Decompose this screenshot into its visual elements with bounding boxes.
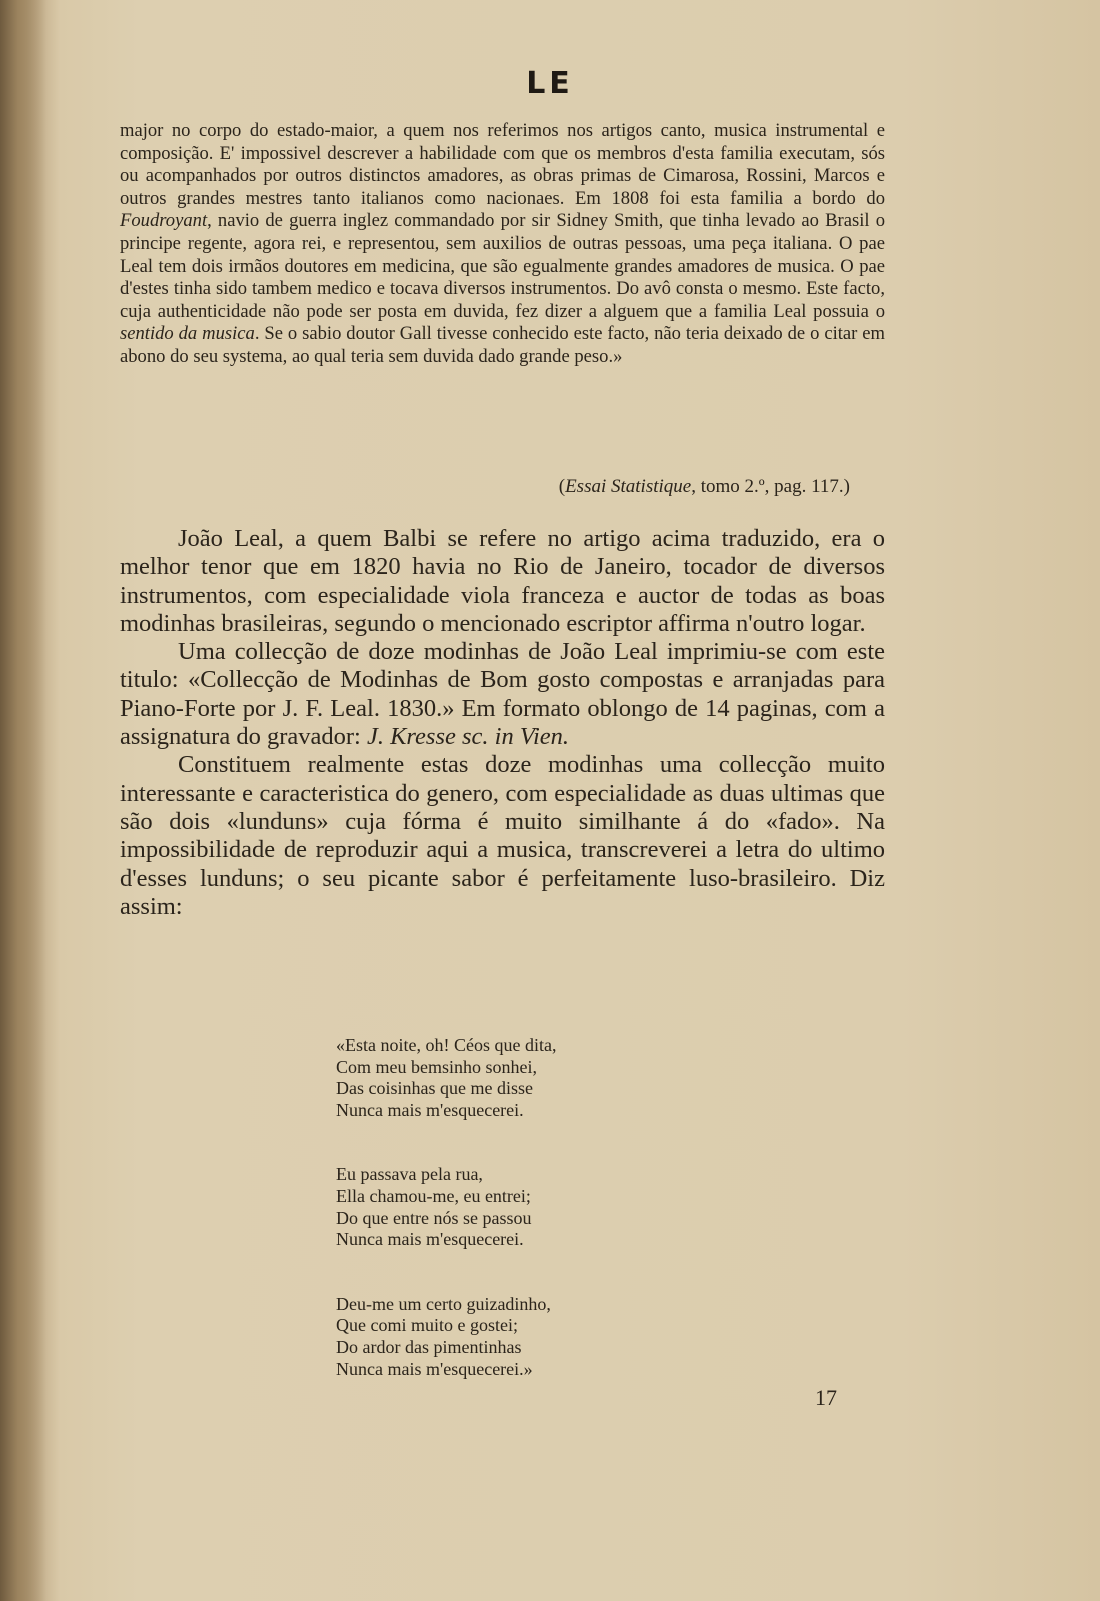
verse-line: «Esta noite, oh! Céos que dita,: [336, 1035, 557, 1055]
citation-rest: , tomo 2.º, pag. 117.): [691, 476, 850, 497]
book-spine-shadow: [0, 0, 46, 1601]
verse-block: [336, 1035, 556, 1423]
stanza-1: [336, 1035, 556, 1121]
running-header: LE: [526, 66, 574, 101]
page-number: 17: [815, 1385, 837, 1410]
body-text: [120, 525, 885, 921]
verse-line: Ella chamou-me, eu entrei;: [336, 1185, 531, 1206]
verse-line: Do que entre nós se passou: [336, 1207, 532, 1228]
quote-text-2: , navio de guerra inglez commandado por sir Sidney Smith, que tinha levado ao Brasil o principe regente, agora rei, e representou, sem auxilios de outras pessoas, uma peça italiana. O pae Leal tem dois irmãos doutores em medicina, que são egualmente grandes amadores de musica. O pae d'estes tinha sido tambem medico e tocava diversos instrumentos. Do avô consta o mesmo. Este facto, cuja authenticidade não pode ser posta em duvida, fez dizer a alguem que a familia Leal possuia o: [120, 210, 885, 322]
quote-text-1: major no corpo do estado-maior, a quem nos referimos nos artigos canto, musica instrumental e composição. E' impossivel descrever a habilidade com que os membros d'esta familia executam, sós ou acompanhados por outros distinctos amadores, as obras primas de Cimarosa, Rossini, Marcos e outros grandes mestres tanto italianos como nacionaes. Em 1808 foi esta familia a bordo do: [120, 120, 885, 209]
verse-line: Nunca mais m'esquecerei.: [336, 1099, 524, 1120]
verse-line: Que comi muito e gostei;: [336, 1315, 518, 1336]
verse-line: Do ardor das pimentinhas: [336, 1336, 522, 1357]
verse-line: Nunca mais m'esquecerei.: [336, 1229, 524, 1250]
stanza-2: [336, 1164, 556, 1250]
verse-line: Das coisinhas que me disse: [336, 1078, 533, 1099]
verse-line: Eu passava pela rua,: [336, 1164, 483, 1185]
citation-open: (: [558, 476, 566, 497]
ship-name: Foudroyant: [120, 210, 208, 232]
verse-line: Com meu bemsinho sonhei,: [336, 1056, 537, 1077]
verse-line: Nunca mais m'esquecerei.»: [336, 1358, 533, 1379]
body-paragraph-3: Constituem realmente estas doze modinhas uma collecção muito interessante e caracteristica do genero, com especialidade as duas ultimas que são dois «lunduns» cuja fórma é muito similhante á do «fado». Na impossibilidade de reproduzir aqui a musica, transcreverei a letra do ultimo d'esses lunduns; o seu picante sabor é perfeitamente luso-brasileiro. Diz assim:: [120, 751, 885, 920]
body-paragraph-2: [120, 638, 885, 751]
body-paragraph-1: João Leal, a quem Balbi se refere no artigo acima traduzido, era o melhor tenor que em 1820 havia no Rio de Janeiro, tocador de diversos instrumentos, com especialidade viola franceza e auctor de todas as boas modinhas brasileiras, segundo o mencionado escriptor affirma n'outro logar.: [120, 525, 885, 637]
quoted-passage: [120, 120, 885, 369]
quote-text-3: . Se o sabio doutor Gall tivesse conhecido este facto, não teria deixado de o citar em abono do seu systema, ao qual teria sem duvida dado grande peso.»: [120, 323, 885, 367]
verse-line: Deu-me um certo guizadinho,: [336, 1293, 551, 1314]
citation-work: Essai Statistique: [565, 476, 692, 497]
body-paragraph-2-text: Uma collecção de doze modinhas de João Leal imprimiu-se com este titulo: «Collecção de Modinhas de Bom gosto compostas e arranjadas para Piano-Forte por J. F. Leal. 1830.» Em formato oblongo de 14 paginas, com a assignatura do gravador:: [120, 638, 885, 751]
sense-phrase: sentido da musica: [120, 323, 255, 345]
quote-paragraph: [120, 120, 885, 369]
citation: [559, 476, 850, 498]
stanza-3: [336, 1294, 556, 1380]
engraver-signature: J. Kresse sc. in Vien.: [366, 723, 570, 751]
